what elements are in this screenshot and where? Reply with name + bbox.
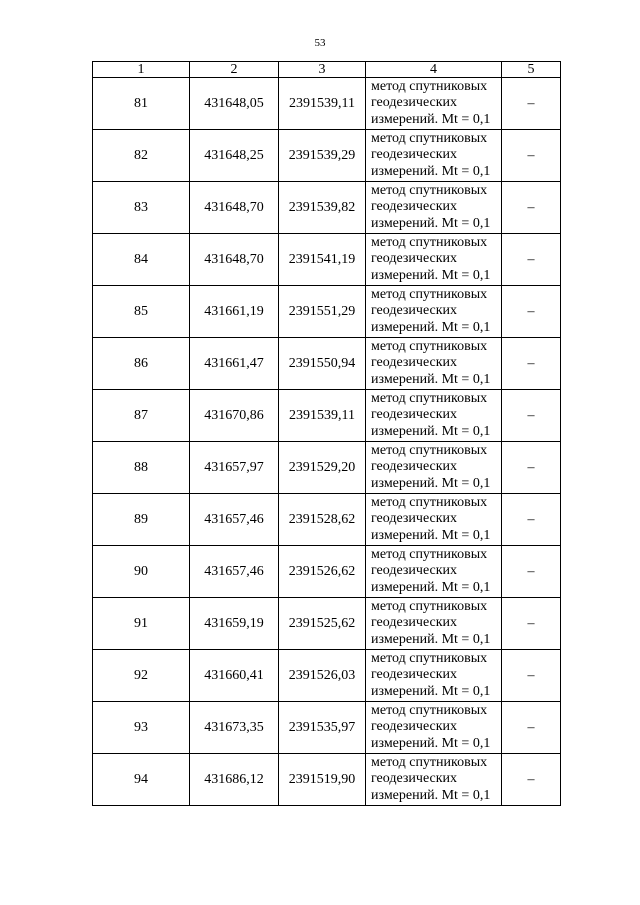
point-number-cell: 83 bbox=[93, 182, 190, 234]
method-line: геодезических bbox=[371, 355, 458, 371]
note-cell: – bbox=[502, 702, 561, 754]
table-row bbox=[93, 78, 561, 130]
method-line: измерений. Mt = 0,1 bbox=[371, 215, 491, 231]
method-cell bbox=[366, 598, 502, 650]
column-header-2: 2 bbox=[190, 62, 279, 78]
note-cell: – bbox=[502, 754, 561, 806]
method-cell bbox=[366, 390, 502, 442]
x-coordinate-cell: 431661,19 bbox=[190, 286, 279, 338]
point-number-cell: 85 bbox=[93, 286, 190, 338]
column-header-5: 5 bbox=[502, 62, 561, 78]
y-coordinate-cell: 2391550,94 bbox=[279, 338, 366, 390]
x-coordinate-cell: 431648,70 bbox=[190, 182, 279, 234]
method-line: измерений. Mt = 0,1 bbox=[371, 267, 491, 283]
x-coordinate-cell: 431686,12 bbox=[190, 754, 279, 806]
x-coordinate-cell: 431657,46 bbox=[190, 494, 279, 546]
method-line: геодезических bbox=[371, 771, 458, 787]
column-header-4: 4 bbox=[366, 62, 502, 78]
note-cell: – bbox=[502, 442, 561, 494]
table-row bbox=[93, 702, 561, 754]
method-cell bbox=[366, 494, 502, 546]
table-row bbox=[93, 338, 561, 390]
y-coordinate-cell: 2391525,62 bbox=[279, 598, 366, 650]
table-row bbox=[93, 546, 561, 598]
method-line: метод спутниковых bbox=[371, 234, 488, 250]
y-coordinate-cell: 2391539,29 bbox=[279, 130, 366, 182]
method-line: измерений. Mt = 0,1 bbox=[371, 527, 491, 543]
point-number-cell: 94 bbox=[93, 754, 190, 806]
method-line: геодезических bbox=[371, 147, 458, 163]
note-cell: – bbox=[502, 182, 561, 234]
y-coordinate-cell: 2391535,97 bbox=[279, 702, 366, 754]
note-cell: – bbox=[502, 546, 561, 598]
method-line: измерений. Mt = 0,1 bbox=[371, 163, 491, 179]
method-line: геодезических bbox=[371, 511, 458, 527]
method-line: измерений. Mt = 0,1 bbox=[371, 111, 491, 127]
table-row bbox=[93, 182, 561, 234]
x-coordinate-cell: 431657,46 bbox=[190, 546, 279, 598]
table-body bbox=[93, 78, 561, 806]
method-line: метод спутниковых bbox=[371, 390, 488, 406]
method-line: геодезических bbox=[371, 95, 458, 111]
x-coordinate-cell: 431648,05 bbox=[190, 78, 279, 130]
coordinates-table bbox=[92, 61, 561, 806]
method-line: геодезических bbox=[371, 251, 458, 267]
point-number-cell: 81 bbox=[93, 78, 190, 130]
method-line: геодезических bbox=[371, 615, 458, 631]
method-line: метод спутниковых bbox=[371, 286, 488, 302]
x-coordinate-cell: 431670,86 bbox=[190, 390, 279, 442]
method-line: метод спутниковых bbox=[371, 494, 488, 510]
y-coordinate-cell: 2391539,82 bbox=[279, 182, 366, 234]
method-line: измерений. Mt = 0,1 bbox=[371, 319, 491, 335]
method-cell bbox=[366, 702, 502, 754]
method-line: метод спутниковых bbox=[371, 442, 488, 458]
y-coordinate-cell: 2391528,62 bbox=[279, 494, 366, 546]
method-line: измерений. Mt = 0,1 bbox=[371, 371, 491, 387]
method-line: геодезических bbox=[371, 667, 458, 683]
x-coordinate-cell: 431657,97 bbox=[190, 442, 279, 494]
method-cell bbox=[366, 650, 502, 702]
method-line: метод спутниковых bbox=[371, 338, 488, 354]
point-number-cell: 90 bbox=[93, 546, 190, 598]
method-line: измерений. Mt = 0,1 bbox=[371, 579, 491, 595]
note-cell: – bbox=[502, 338, 561, 390]
x-coordinate-cell: 431673,35 bbox=[190, 702, 279, 754]
point-number-cell: 88 bbox=[93, 442, 190, 494]
y-coordinate-cell: 2391551,29 bbox=[279, 286, 366, 338]
y-coordinate-cell: 2391526,03 bbox=[279, 650, 366, 702]
y-coordinate-cell: 2391519,90 bbox=[279, 754, 366, 806]
y-coordinate-cell: 2391541,19 bbox=[279, 234, 366, 286]
method-cell bbox=[366, 546, 502, 598]
x-coordinate-cell: 431648,70 bbox=[190, 234, 279, 286]
method-line: измерений. Mt = 0,1 bbox=[371, 683, 491, 699]
note-cell: – bbox=[502, 286, 561, 338]
x-coordinate-cell: 431660,41 bbox=[190, 650, 279, 702]
method-line: измерений. Mt = 0,1 bbox=[371, 787, 491, 803]
point-number-cell: 91 bbox=[93, 598, 190, 650]
note-cell: – bbox=[502, 650, 561, 702]
method-line: геодезических bbox=[371, 407, 458, 423]
method-line: метод спутниковых bbox=[371, 702, 488, 718]
method-cell bbox=[366, 338, 502, 390]
x-coordinate-cell: 431659,19 bbox=[190, 598, 279, 650]
note-cell: – bbox=[502, 78, 561, 130]
note-cell: – bbox=[502, 130, 561, 182]
point-number-cell: 93 bbox=[93, 702, 190, 754]
y-coordinate-cell: 2391539,11 bbox=[279, 390, 366, 442]
point-number-cell: 89 bbox=[93, 494, 190, 546]
table-row bbox=[93, 598, 561, 650]
table-row bbox=[93, 650, 561, 702]
method-line: измерений. Mt = 0,1 bbox=[371, 475, 491, 491]
method-line: геодезических bbox=[371, 303, 458, 319]
method-line: измерений. Mt = 0,1 bbox=[371, 735, 491, 751]
table-row bbox=[93, 494, 561, 546]
point-number-cell: 87 bbox=[93, 390, 190, 442]
page-number: 53 bbox=[314, 37, 326, 49]
method-line: метод спутниковых bbox=[371, 650, 488, 666]
method-cell bbox=[366, 78, 502, 130]
y-coordinate-cell: 2391529,20 bbox=[279, 442, 366, 494]
point-number-cell: 92 bbox=[93, 650, 190, 702]
table-row bbox=[93, 754, 561, 806]
method-line: геодезических bbox=[371, 563, 458, 579]
method-cell bbox=[366, 182, 502, 234]
column-header-1: 1 bbox=[93, 62, 190, 78]
method-line: метод спутниковых bbox=[371, 546, 488, 562]
method-line: метод спутниковых bbox=[371, 182, 488, 198]
point-number-cell: 86 bbox=[93, 338, 190, 390]
method-line: измерений. Mt = 0,1 bbox=[371, 423, 491, 439]
note-cell: – bbox=[502, 390, 561, 442]
note-cell: – bbox=[502, 598, 561, 650]
method-cell bbox=[366, 130, 502, 182]
column-header-3: 3 bbox=[279, 62, 366, 78]
method-cell bbox=[366, 234, 502, 286]
table-row bbox=[93, 390, 561, 442]
note-cell: – bbox=[502, 494, 561, 546]
table-row bbox=[93, 130, 561, 182]
method-line: метод спутниковых bbox=[371, 754, 488, 770]
method-line: метод спутниковых bbox=[371, 598, 488, 614]
method-line: геодезических bbox=[371, 719, 458, 735]
method-line: геодезических bbox=[371, 199, 458, 215]
point-number-cell: 84 bbox=[93, 234, 190, 286]
y-coordinate-cell: 2391526,62 bbox=[279, 546, 366, 598]
table-row bbox=[93, 442, 561, 494]
note-cell: – bbox=[502, 234, 561, 286]
method-cell bbox=[366, 754, 502, 806]
method-line: геодезических bbox=[371, 459, 458, 475]
table-row bbox=[93, 286, 561, 338]
method-line: измерений. Mt = 0,1 bbox=[371, 631, 491, 647]
method-line: метод спутниковых bbox=[371, 130, 488, 146]
y-coordinate-cell: 2391539,11 bbox=[279, 78, 366, 130]
method-cell bbox=[366, 442, 502, 494]
method-cell bbox=[366, 286, 502, 338]
table-row bbox=[93, 234, 561, 286]
x-coordinate-cell: 431661,47 bbox=[190, 338, 279, 390]
point-number-cell: 82 bbox=[93, 130, 190, 182]
x-coordinate-cell: 431648,25 bbox=[190, 130, 279, 182]
table-header-row bbox=[93, 62, 561, 78]
method-line: метод спутниковых bbox=[371, 78, 488, 94]
